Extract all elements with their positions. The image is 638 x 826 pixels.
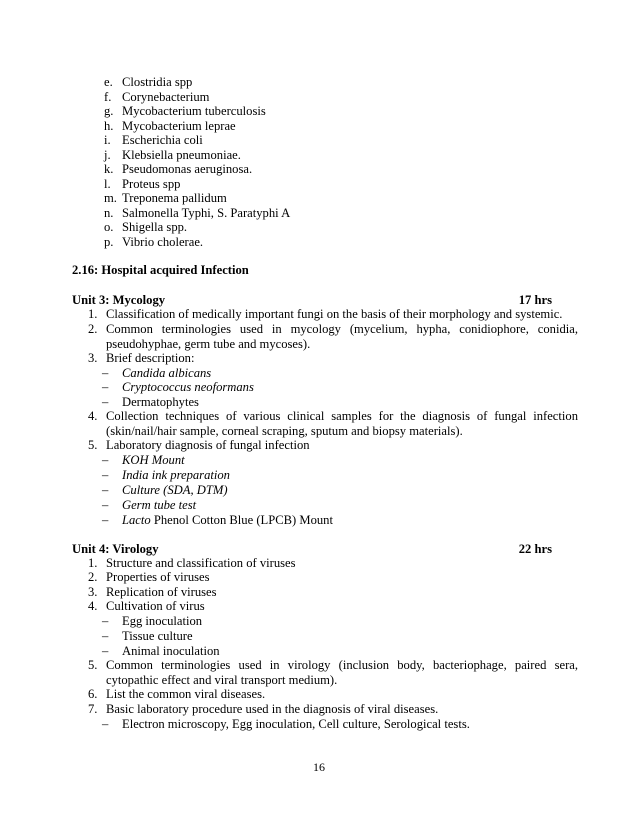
unit3-item — [88, 307, 578, 322]
dash-marker: – — [102, 513, 109, 527]
item-number: 2. — [88, 322, 98, 336]
unit3-item — [88, 438, 578, 453]
unit4-item — [88, 658, 578, 688]
dash-text: Egg inoculation — [122, 614, 203, 628]
item-text: Properties of viruses — [106, 570, 210, 584]
list-marker: k. — [104, 162, 114, 176]
list-text: Mycobacterium tuberculosis — [122, 104, 266, 118]
list-item — [104, 191, 290, 206]
list-item — [104, 177, 290, 192]
list-text: Klebsiella pneumoniae. — [122, 147, 241, 162]
dash-text-italic: Lacto — [122, 513, 151, 527]
item-number: 5. — [88, 658, 98, 672]
list-marker: e. — [104, 75, 113, 89]
dash-marker: – — [102, 366, 109, 380]
item-text: Structure and classification of viruses — [106, 556, 296, 570]
list-marker: i. — [104, 133, 111, 147]
list-marker: m. — [104, 191, 117, 205]
item-number: 3. — [88, 351, 98, 365]
list-marker: j. — [104, 147, 111, 162]
unit4-item — [88, 687, 578, 702]
dash-item — [102, 380, 254, 395]
dash-marker: – — [102, 717, 109, 731]
list-text: Proteus spp — [122, 176, 181, 191]
list-marker: o. — [104, 220, 114, 234]
dash-marker: – — [102, 395, 109, 409]
list-text: Corynebacterium — [122, 89, 210, 104]
list-marker: f. — [104, 89, 112, 104]
unit4-hours: 22 hrs — [518, 542, 552, 556]
dash-text: Animal inoculation — [122, 644, 220, 658]
unit3-item — [88, 351, 578, 366]
dash-item — [102, 366, 211, 381]
dash-item — [102, 614, 202, 629]
list-marker: g. — [104, 104, 114, 118]
list-item — [104, 133, 290, 148]
dash-marker: – — [102, 453, 109, 467]
dash-text: Culture (SDA, DTM) — [122, 483, 228, 497]
page-number: 16 — [313, 760, 325, 774]
dash-item — [102, 644, 220, 659]
list-item — [104, 235, 290, 250]
dash-text: Electron microscopy, Egg inoculation, Cell culture, Serological tests. — [122, 717, 470, 731]
unit3-item — [88, 322, 578, 352]
dash-item — [102, 629, 193, 644]
dash-item — [102, 513, 333, 528]
list-item — [104, 162, 290, 177]
dash-marker: – — [102, 644, 109, 658]
dash-item — [102, 483, 228, 498]
dash-marker: – — [102, 483, 109, 497]
unit3-item — [88, 409, 578, 439]
dash-item — [102, 395, 199, 410]
dash-item — [102, 453, 185, 468]
dash-text: Dermatophytes — [122, 395, 199, 409]
unit4-item — [88, 556, 578, 571]
item-text: Replication of viruses — [106, 585, 217, 599]
item-text: Brief description: — [106, 351, 195, 365]
list-text: Escherichia coli — [122, 133, 203, 147]
dash-item — [102, 468, 230, 483]
organism-list — [104, 75, 290, 249]
item-text-cont: (skin/nail/hair sample, corneal scraping, sputum and biopsy materials). — [106, 424, 463, 438]
dash-text: KOH Mount — [122, 453, 185, 467]
item-text: Common terminologies used in mycology (mycelium, hypha, conidiophore, conidia, — [106, 322, 578, 336]
unit4-heading — [72, 542, 552, 557]
item-text: List the common viral diseases. — [106, 687, 266, 701]
section-heading: 2.16: Hospital acquired Infection — [72, 263, 249, 277]
dash-text: Cryptococcus neoformans — [122, 380, 254, 394]
unit3-heading — [72, 293, 552, 308]
item-number: 7. — [88, 702, 98, 716]
unit3-title: Unit 3: Mycology — [72, 293, 166, 307]
list-item — [104, 119, 290, 134]
item-text-cont: cytopathic effect and viral transport medium). — [106, 673, 338, 687]
unit4-title: Unit 4: Virology — [72, 542, 159, 556]
dash-text: India ink preparation — [122, 468, 230, 482]
item-number: 5. — [88, 438, 98, 452]
item-text: Collection techniques of various clinical samples for the diagnosis of fungal infection — [106, 409, 578, 423]
item-number: 2. — [88, 570, 98, 584]
item-text: Laboratory diagnosis of fungal infection — [106, 438, 310, 452]
item-text: Basic laboratory procedure used in the diagnosis of viral diseases. — [106, 702, 439, 716]
dash-marker: – — [102, 380, 109, 394]
list-item — [104, 220, 290, 235]
list-item — [104, 148, 290, 163]
dash-text: Tissue culture — [122, 629, 193, 643]
dash-item — [102, 717, 470, 732]
list-item — [104, 206, 290, 221]
item-text: Classification of medically important fungi on the basis of their morphology and systemic. — [106, 307, 563, 321]
dash-text: Germ tube test — [122, 498, 197, 512]
dash-item — [102, 498, 196, 513]
unit4-item — [88, 585, 578, 600]
list-marker: p. — [104, 234, 114, 249]
list-text: Pseudomonas aeruginosa. — [122, 162, 253, 176]
dash-marker: – — [102, 468, 109, 482]
item-number: 4. — [88, 599, 98, 613]
list-text: Treponema pallidum — [122, 191, 227, 205]
item-number: 3. — [88, 585, 98, 599]
dash-marker: – — [102, 629, 109, 643]
dash-text: Candida albicans — [122, 366, 212, 380]
item-text: Common terminologies used in virology (inclusion body, bacteriophage, paired sera, — [106, 658, 578, 672]
unit4-item — [88, 570, 578, 585]
unit4-item — [88, 702, 578, 717]
item-number: 4. — [88, 409, 98, 423]
list-text: Mycobacterium leprae — [122, 118, 236, 133]
list-marker: n. — [104, 205, 114, 220]
list-item — [104, 90, 290, 105]
list-text: Shigella spp. — [122, 220, 188, 234]
dash-text: Phenol Cotton Blue (LPCB) Mount — [150, 513, 333, 527]
dash-marker: – — [102, 614, 109, 628]
unit3-hours: 17 hrs — [518, 293, 552, 307]
unit4-item — [88, 599, 578, 614]
item-text: Cultivation of virus — [106, 599, 205, 613]
list-item — [104, 104, 290, 119]
dash-marker: – — [102, 498, 109, 512]
list-item — [104, 75, 290, 90]
list-text: Salmonella Typhi, S. Paratyphi A — [122, 205, 291, 220]
item-number: 1. — [88, 307, 98, 321]
item-number: 1. — [88, 556, 98, 570]
list-marker: l. — [104, 176, 111, 191]
list-text: Vibrio cholerae. — [122, 234, 204, 249]
item-number: 6. — [88, 687, 98, 701]
item-text-cont: pseudohyphae, germ tube and mycoses). — [106, 337, 311, 351]
list-marker: h. — [104, 118, 114, 133]
list-text: Clostridia spp — [122, 75, 193, 89]
